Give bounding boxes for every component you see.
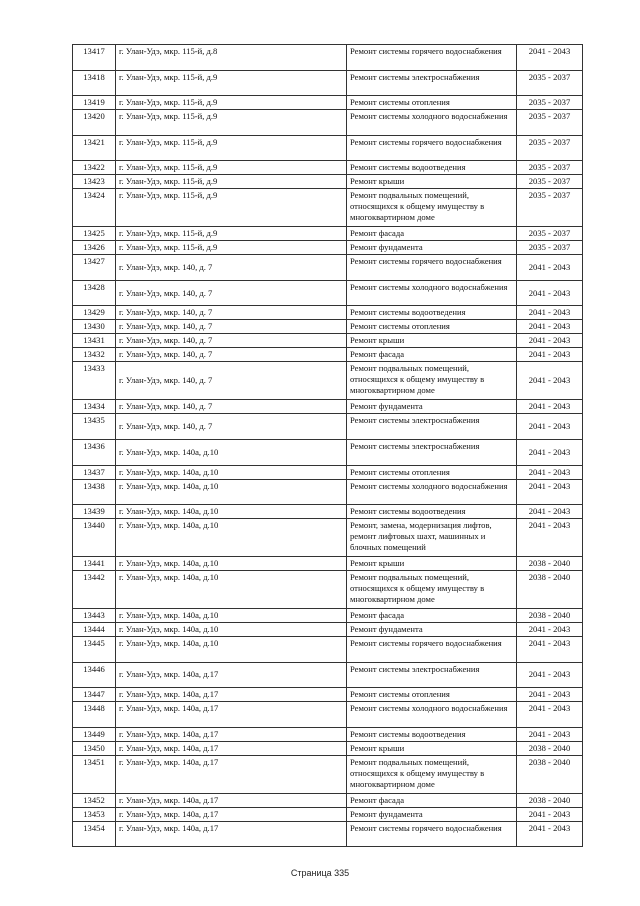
table-row: [73, 636, 583, 662]
work-type-cell: Ремонт фундамента: [347, 622, 517, 636]
table-row: [73, 807, 583, 821]
period-cell: 2035 - 2037: [517, 110, 583, 136]
period-cell: 2038 - 2040: [517, 608, 583, 622]
row-number-cell: 13451: [73, 755, 116, 793]
table-body: [73, 45, 583, 847]
address-cell: г. Улан-Удэ, мкр. 140а, д.17: [116, 727, 347, 741]
address-cell: г. Улан-Удэ, мкр. 140а, д.10: [116, 479, 347, 505]
address-cell: г. Улан-Удэ, мкр. 140а, д.10: [116, 465, 347, 479]
period-cell: 2041 - 2043: [517, 439, 583, 465]
work-type-cell: Ремонт системы водоотведения: [347, 505, 517, 519]
address-cell: г. Улан-Удэ, мкр. 140, д. 7: [116, 255, 347, 281]
work-type-cell: Ремонт подвальных помещений, относящихся к общему имуществу в многоквартирном доме: [347, 362, 517, 400]
work-type-cell: Ремонт системы электроснабжения: [347, 414, 517, 440]
address-cell: г. Улан-Удэ, мкр. 140а, д.10: [116, 571, 347, 609]
address-cell: г. Улан-Удэ, мкр. 140а, д.10: [116, 557, 347, 571]
row-number-cell: 13433: [73, 362, 116, 400]
period-cell: 2035 - 2037: [517, 189, 583, 227]
work-type-cell: Ремонт системы отопления: [347, 320, 517, 334]
row-number-cell: 13442: [73, 571, 116, 609]
period-cell: 2041 - 2043: [517, 400, 583, 414]
work-type-cell: Ремонт фундамента: [347, 807, 517, 821]
period-cell: 2035 - 2037: [517, 227, 583, 241]
work-type-cell: Ремонт фасада: [347, 608, 517, 622]
row-number-cell: 13443: [73, 608, 116, 622]
period-cell: 2035 - 2037: [517, 96, 583, 110]
row-number-cell: 13424: [73, 189, 116, 227]
work-type-cell: Ремонт крыши: [347, 334, 517, 348]
address-cell: г. Улан-Удэ, мкр. 140а, д.10: [116, 439, 347, 465]
work-type-cell: Ремонт системы холодного водоснабжения: [347, 702, 517, 728]
row-number-cell: 13453: [73, 807, 116, 821]
work-type-cell: Ремонт фасада: [347, 227, 517, 241]
row-number-cell: 13439: [73, 505, 116, 519]
row-number-cell: 13421: [73, 135, 116, 161]
work-type-cell: Ремонт системы холодного водоснабжения: [347, 280, 517, 306]
row-number-cell: 13420: [73, 110, 116, 136]
page-footer: [0, 868, 640, 878]
row-number-cell: 13422: [73, 161, 116, 175]
table-row: [73, 189, 583, 227]
page-number-label: Страница 335: [290, 868, 350, 878]
period-cell: 2038 - 2040: [517, 741, 583, 755]
address-cell: г. Улан-Удэ, мкр. 115-й, д.9: [116, 227, 347, 241]
work-type-cell: Ремонт системы горячего водоснабжения: [347, 255, 517, 281]
work-type-cell: Ремонт системы горячего водоснабжения: [347, 636, 517, 662]
address-cell: г. Улан-Удэ, мкр. 140а, д.17: [116, 662, 347, 688]
address-cell: г. Улан-Удэ, мкр. 140, д. 7: [116, 348, 347, 362]
address-cell: г. Улан-Удэ, мкр. 115-й, д.9: [116, 161, 347, 175]
address-cell: г. Улан-Удэ, мкр. 115-й, д.9: [116, 70, 347, 96]
address-cell: г. Улан-Удэ, мкр. 140, д. 7: [116, 414, 347, 440]
period-cell: 2041 - 2043: [517, 519, 583, 557]
address-cell: г. Улан-Удэ, мкр. 140, д. 7: [116, 400, 347, 414]
table-row: [73, 465, 583, 479]
work-type-cell: Ремонт, замена, модернизация лифтов, ремонт лифтовых шахт, машинных и блочных помещений: [347, 519, 517, 557]
period-cell: 2041 - 2043: [517, 807, 583, 821]
table-row: [73, 821, 583, 847]
table-row: [73, 241, 583, 255]
period-cell: 2041 - 2043: [517, 479, 583, 505]
period-cell: 2035 - 2037: [517, 161, 583, 175]
address-cell: г. Улан-Удэ, мкр. 115-й, д.9: [116, 189, 347, 227]
work-type-cell: Ремонт системы отопления: [347, 465, 517, 479]
work-type-cell: Ремонт крыши: [347, 175, 517, 189]
row-number-cell: 13431: [73, 334, 116, 348]
table-row: [73, 741, 583, 755]
table-row: [73, 334, 583, 348]
period-cell: 2041 - 2043: [517, 702, 583, 728]
address-cell: г. Улан-Удэ, мкр. 140а, д.17: [116, 755, 347, 793]
table-row: [73, 793, 583, 807]
table-row: [73, 255, 583, 281]
period-cell: 2041 - 2043: [517, 280, 583, 306]
address-cell: г. Улан-Удэ, мкр. 140а, д.10: [116, 608, 347, 622]
table-row: [73, 571, 583, 609]
table-row: [73, 519, 583, 557]
period-cell: 2038 - 2040: [517, 571, 583, 609]
work-type-cell: Ремонт системы горячего водоснабжения: [347, 821, 517, 847]
table-row: [73, 400, 583, 414]
row-number-cell: 13427: [73, 255, 116, 281]
table-row: [73, 608, 583, 622]
table-row: [73, 505, 583, 519]
row-number-cell: 13438: [73, 479, 116, 505]
period-cell: 2041 - 2043: [517, 255, 583, 281]
address-cell: г. Улан-Удэ, мкр. 115-й, д.9: [116, 135, 347, 161]
period-cell: 2041 - 2043: [517, 414, 583, 440]
period-cell: 2041 - 2043: [517, 348, 583, 362]
period-cell: 2041 - 2043: [517, 334, 583, 348]
period-cell: 2041 - 2043: [517, 727, 583, 741]
table-row: [73, 320, 583, 334]
table-row: [73, 662, 583, 688]
address-cell: г. Улан-Удэ, мкр. 140, д. 7: [116, 306, 347, 320]
work-type-cell: Ремонт системы водоотведения: [347, 161, 517, 175]
address-cell: г. Улан-Удэ, мкр. 140а, д.10: [116, 505, 347, 519]
row-number-cell: 13417: [73, 45, 116, 71]
table-row: [73, 755, 583, 793]
row-number-cell: 13447: [73, 688, 116, 702]
table-row: [73, 348, 583, 362]
period-cell: 2041 - 2043: [517, 362, 583, 400]
row-number-cell: 13441: [73, 557, 116, 571]
table-row: [73, 727, 583, 741]
table-row: [73, 362, 583, 400]
work-type-cell: Ремонт фасада: [347, 348, 517, 362]
row-number-cell: 13429: [73, 306, 116, 320]
work-type-cell: Ремонт системы электроснабжения: [347, 70, 517, 96]
table-row: [73, 45, 583, 71]
row-number-cell: 13426: [73, 241, 116, 255]
row-number-cell: 13435: [73, 414, 116, 440]
address-cell: г. Улан-Удэ, мкр. 140, д. 7: [116, 280, 347, 306]
work-type-cell: Ремонт фундамента: [347, 241, 517, 255]
row-number-cell: 13448: [73, 702, 116, 728]
row-number-cell: 13437: [73, 465, 116, 479]
table-row: [73, 110, 583, 136]
period-cell: 2041 - 2043: [517, 465, 583, 479]
table-row: [73, 702, 583, 728]
period-cell: 2035 - 2037: [517, 241, 583, 255]
row-number-cell: 13449: [73, 727, 116, 741]
table-row: [73, 280, 583, 306]
work-type-cell: Ремонт крыши: [347, 741, 517, 755]
address-cell: г. Улан-Удэ, мкр. 140а, д.17: [116, 807, 347, 821]
address-cell: г. Улан-Удэ, мкр. 140а, д.10: [116, 519, 347, 557]
row-number-cell: 13428: [73, 280, 116, 306]
work-type-cell: Ремонт системы отопления: [347, 96, 517, 110]
table-row: [73, 227, 583, 241]
period-cell: 2035 - 2037: [517, 135, 583, 161]
work-type-cell: Ремонт подвальных помещений, относящихся к общему имуществу в многоквартирном доме: [347, 571, 517, 609]
row-number-cell: 13436: [73, 439, 116, 465]
period-cell: 2041 - 2043: [517, 320, 583, 334]
period-cell: 2041 - 2043: [517, 505, 583, 519]
row-number-cell: 13418: [73, 70, 116, 96]
period-cell: 2041 - 2043: [517, 636, 583, 662]
period-cell: 2038 - 2040: [517, 793, 583, 807]
work-type-cell: Ремонт фундамента: [347, 400, 517, 414]
row-number-cell: 13430: [73, 320, 116, 334]
row-number-cell: 13432: [73, 348, 116, 362]
work-type-cell: Ремонт подвальных помещений, относящихся к общему имуществу в многоквартирном доме: [347, 189, 517, 227]
table-row: [73, 306, 583, 320]
table-row: [73, 479, 583, 505]
address-cell: г. Улан-Удэ, мкр. 140а, д.17: [116, 793, 347, 807]
address-cell: г. Улан-Удэ, мкр. 140а, д.10: [116, 636, 347, 662]
row-number-cell: 13434: [73, 400, 116, 414]
table-row: [73, 96, 583, 110]
address-cell: г. Улан-Удэ, мкр. 115-й, д.9: [116, 241, 347, 255]
work-type-cell: Ремонт подвальных помещений, относящихся к общему имуществу в многоквартирном доме: [347, 755, 517, 793]
address-cell: г. Улан-Удэ, мкр. 140а, д.17: [116, 702, 347, 728]
period-cell: 2038 - 2040: [517, 557, 583, 571]
table-row: [73, 135, 583, 161]
period-cell: 2038 - 2040: [517, 755, 583, 793]
work-type-cell: Ремонт системы холодного водоснабжения: [347, 110, 517, 136]
table-row: [73, 557, 583, 571]
work-type-cell: Ремонт системы горячего водоснабжения: [347, 45, 517, 71]
address-cell: г. Улан-Удэ, мкр. 140, д. 7: [116, 362, 347, 400]
work-type-cell: Ремонт крыши: [347, 557, 517, 571]
work-type-cell: Ремонт системы электроснабжения: [347, 662, 517, 688]
period-cell: 2041 - 2043: [517, 45, 583, 71]
table-row: [73, 439, 583, 465]
period-cell: 2041 - 2043: [517, 821, 583, 847]
work-type-cell: Ремонт системы холодного водоснабжения: [347, 479, 517, 505]
address-cell: г. Улан-Удэ, мкр. 140, д. 7: [116, 320, 347, 334]
row-number-cell: 13423: [73, 175, 116, 189]
work-type-cell: Ремонт системы электроснабжения: [347, 439, 517, 465]
row-number-cell: 13425: [73, 227, 116, 241]
row-number-cell: 13450: [73, 741, 116, 755]
address-cell: г. Улан-Удэ, мкр. 140а, д.10: [116, 622, 347, 636]
period-cell: 2041 - 2043: [517, 622, 583, 636]
address-cell: г. Улан-Удэ, мкр. 140а, д.17: [116, 741, 347, 755]
row-number-cell: 13440: [73, 519, 116, 557]
row-number-cell: 13452: [73, 793, 116, 807]
period-cell: 2041 - 2043: [517, 662, 583, 688]
address-cell: г. Улан-Удэ, мкр. 115-й, д.8: [116, 45, 347, 71]
address-cell: г. Улан-Удэ, мкр. 140а, д.17: [116, 821, 347, 847]
address-cell: г. Улан-Удэ, мкр. 140, д. 7: [116, 334, 347, 348]
row-number-cell: 13444: [73, 622, 116, 636]
address-cell: г. Улан-Удэ, мкр. 115-й, д.9: [116, 110, 347, 136]
table-row: [73, 161, 583, 175]
row-number-cell: 13445: [73, 636, 116, 662]
work-type-cell: Ремонт системы водоотведения: [347, 306, 517, 320]
row-number-cell: 13454: [73, 821, 116, 847]
table-row: [73, 175, 583, 189]
repair-schedule-table: [72, 44, 583, 847]
address-cell: г. Улан-Удэ, мкр. 140а, д.17: [116, 688, 347, 702]
work-type-cell: Ремонт системы отопления: [347, 688, 517, 702]
work-type-cell: Ремонт системы горячего водоснабжения: [347, 135, 517, 161]
table-row: [73, 414, 583, 440]
address-cell: г. Улан-Удэ, мкр. 115-й, д.9: [116, 175, 347, 189]
row-number-cell: 13446: [73, 662, 116, 688]
table-row: [73, 70, 583, 96]
period-cell: 2041 - 2043: [517, 306, 583, 320]
period-cell: 2041 - 2043: [517, 688, 583, 702]
period-cell: 2035 - 2037: [517, 70, 583, 96]
work-type-cell: Ремонт фасада: [347, 793, 517, 807]
period-cell: 2035 - 2037: [517, 175, 583, 189]
row-number-cell: 13419: [73, 96, 116, 110]
table-row: [73, 622, 583, 636]
table-row: [73, 688, 583, 702]
address-cell: г. Улан-Удэ, мкр. 115-й, д.9: [116, 96, 347, 110]
work-type-cell: Ремонт системы водоотведения: [347, 727, 517, 741]
